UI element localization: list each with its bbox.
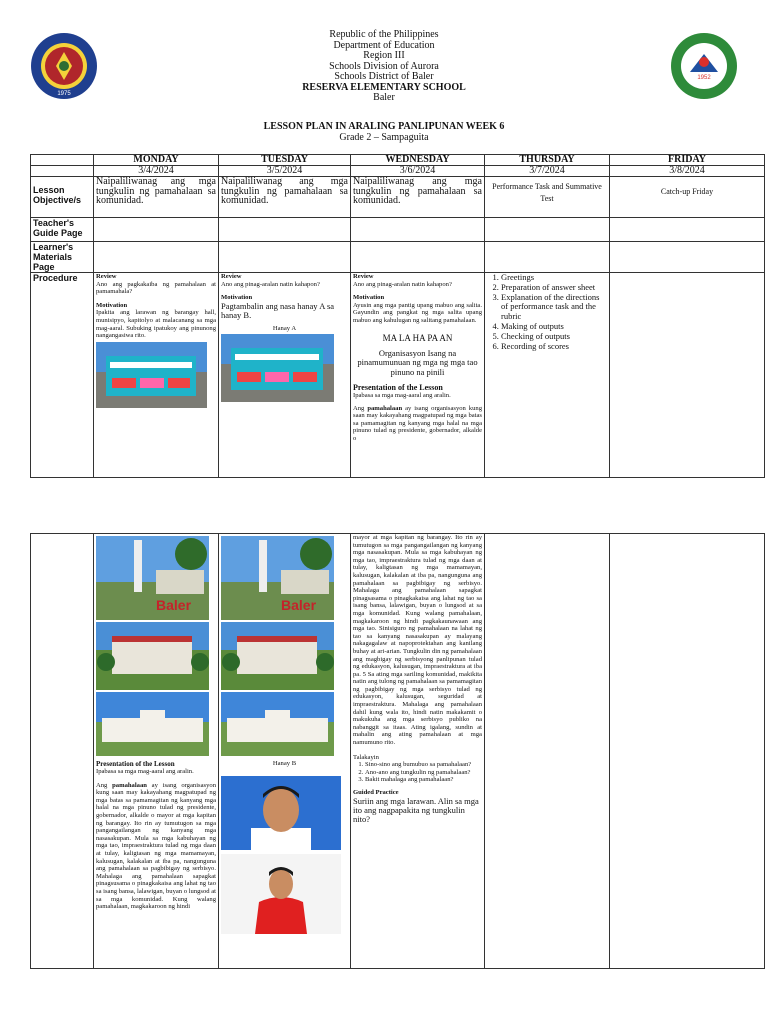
header-line-district: Schools District of Baler bbox=[334, 71, 434, 82]
procedure-tuesday bbox=[219, 273, 351, 478]
question-item: 1. Sino-sino ang bumubuo sa pamahalaan? bbox=[365, 761, 482, 769]
procedure-monday bbox=[94, 273, 219, 478]
wed-motivation-heading: Motivation bbox=[353, 294, 385, 302]
corner-cell-2 bbox=[31, 166, 94, 177]
school-town: Baler bbox=[373, 92, 395, 103]
svg-text:1975: 1975 bbox=[57, 91, 71, 97]
label-procedure: Procedure bbox=[31, 273, 94, 478]
reserva-school-logo bbox=[670, 32, 738, 100]
header-line-republic: Republic of the Philippines bbox=[329, 29, 439, 40]
wed-syllables: MA LA HA PA AN bbox=[382, 332, 453, 343]
date-wednesday: 3/6/2024 bbox=[351, 166, 485, 177]
task-item: 6. Recording of scores bbox=[501, 342, 607, 352]
day-wednesday: WEDNESDAY bbox=[351, 155, 485, 166]
tue-review-text: Ano ang pinag-aralan natin kahapon? bbox=[221, 280, 320, 288]
date-monday: 3/4/2024 bbox=[94, 166, 219, 177]
question-item: 3. Bakit mahalaga ang pamahalaan? bbox=[365, 776, 482, 784]
objective-wednesday: Naipaliliwanag ang mga tungkulin ng pamahalaan sa komunidad. bbox=[351, 177, 485, 218]
task-item: 2. Preparation of answer sheet bbox=[501, 283, 607, 293]
wed-lesson-body-cont: mayor at mga kapitan ng barangay. Ito rin ay tumutugon sa mga pangangailangan ng kanyang mga nasasakupan. Mula sa mga kabuhayan ng mga tao, impraestraktura tulad ng mga daan at tulay, kaligtasan ng mga mamamayan, kalusugan, kalakalan at iba pa, nangunguna ang pamahalaan sa pagbibigay ng serbisyo. Mahalaga ang pamahalaan sapagkat pinagsasama o pinagkakaisa ang lahat ng tao sa isang bansa, lalawigan, buyan o lungsod at sa mga komunidad. Kung walang pamahalaan, magkakaroon ng hindi pagkakaunawaan ang mga tao. Sinisiguro ng pamahalaan na lahat ng tao sa kanyang nasasakupan ay malayang nakagagalaw at napoprotektahan ang kanilang buhay at ari-arian. Tungkulin din ng pamahalaan ang magbigay ng serbisyong panlipunan tulad ng edukasyon, kalusugan, impraestraktura at iba pa. 5 Sa ating mga sariling komunidad, makikita natin ang tulong ng pamahalaan sa pamamagitan ng pagbibigay ng mga serbisyo tulad ng edukasyon, kalusugan, seguridad at impraestraktura. Mahalaga ang pamahalaan dahil kung wala ito, hindi natin makakamit o makukuha ang mga serbisyo publiko na nabanggit sa itaas. Ating igalang, sundin at mahalin ang ating pamahalaan at mga namumuno rito. bbox=[353, 534, 482, 747]
wed-review-heading: Review bbox=[353, 273, 374, 280]
school-header bbox=[150, 30, 618, 104]
task-item: 5. Checking of outputs bbox=[501, 332, 607, 342]
date-thursday: 3/7/2024 bbox=[485, 166, 610, 177]
label-learners-materials: Learner's Materials Page bbox=[31, 242, 94, 273]
tue-motivation-text: Pagtambalin ang nasa hanay A sa hanay B. bbox=[221, 300, 335, 320]
svg-text:Baler: Baler bbox=[281, 597, 317, 613]
day-friday: FRIDAY bbox=[610, 155, 765, 166]
objective-friday: Catch-up Friday bbox=[610, 177, 765, 218]
mon-presentation-text: Ipabasa sa mga mag-aaral ang aralin. bbox=[96, 768, 194, 775]
wed-discussion-questions bbox=[353, 761, 482, 784]
task-item: 3. Explanation of the directions of performance task and the rubric bbox=[501, 293, 607, 322]
wed-presentation-heading: Presentation of the Lesson bbox=[353, 383, 443, 393]
document-subtitle: Grade 2 – Sampaguita bbox=[339, 132, 429, 143]
mon-review-heading: Review bbox=[96, 273, 117, 280]
date-tuesday: 3/5/2024 bbox=[219, 166, 351, 177]
header-line-deped: Department of Education bbox=[333, 39, 435, 51]
malacanang-palace-photo-2 bbox=[221, 692, 334, 756]
official-red-shirt-photo bbox=[221, 854, 341, 934]
day-thursday: THURSDAY bbox=[485, 155, 610, 166]
procedure-tuesday-cont bbox=[219, 534, 351, 969]
svg-text:Baler: Baler bbox=[156, 597, 192, 613]
day-tuesday: TUESDAY bbox=[219, 155, 351, 166]
task-item: 1. Greetings bbox=[501, 273, 607, 283]
malacanang-palace-photo bbox=[96, 692, 209, 756]
mon-motivation-heading: Motivation bbox=[96, 301, 128, 309]
header-line-division: Schools Division of Aurora bbox=[329, 60, 439, 72]
tue-review-heading: Review bbox=[221, 273, 242, 280]
wed-motivation-text: Ayusin ang mga pantig upang mabuo ang salita. Gayundin ang pangkat ng mga salita upang mabuo ang kahulugan ng salitang pamahalaan. bbox=[353, 301, 482, 324]
hanay-a-label: Hanay A bbox=[272, 324, 297, 332]
label-objectives: Lesson Objective/s bbox=[31, 177, 94, 218]
wed-word-phrase: Organisasyon Isang na pinamumunuan ng mga ng mga tao pinuno na pinili bbox=[357, 347, 478, 377]
label-teachers-guide: Teacher's Guide Page bbox=[31, 218, 94, 242]
wed-guided-practice-heading: Guided Practice bbox=[353, 789, 399, 796]
wed-presentation-text: Ipabasa sa mga mag-aaral ang aralin. bbox=[353, 392, 451, 400]
capitol-building-photo-2 bbox=[221, 622, 334, 690]
document-title-block bbox=[150, 121, 618, 143]
hanay-b-label: Hanay B bbox=[272, 760, 297, 767]
procedure-wednesday-page1 bbox=[351, 273, 485, 478]
procedure-friday bbox=[610, 273, 765, 478]
baler-monument-photo-2 bbox=[221, 536, 334, 620]
mon-presentation-heading: Presentation of the Lesson bbox=[96, 760, 175, 768]
wed-talakayin-heading: Talakayin bbox=[353, 753, 379, 761]
tue-motivation-heading: Motivation bbox=[221, 294, 253, 302]
document-title: LESSON PLAN IN ARALING PANLIPUNAN WEEK 6 bbox=[263, 121, 505, 132]
wed-review-text: Ano ang pinag-aralan natin kahapon? bbox=[353, 280, 452, 288]
procedure-friday-cont bbox=[610, 534, 765, 969]
mon-motivation-text: Ipakita ang larawan ng barangay hall, munisipyo, kapitolyo at malacanang sa mga mag-aaral. Subuking ipatukoy ang pinunong nangangasiwa rito. bbox=[96, 309, 216, 340]
wed-guided-practice-text: Suriin ang mga larawan. Alin sa mga ito ang nagpapakita ng tungkulin nito? bbox=[353, 795, 479, 824]
procedure-thursday-cont bbox=[485, 534, 610, 969]
mon-lesson-body: Ang pamahalaan ay isang organisasyon kung saan may kakayahang magpatupad ng mga batas sa pamamagitan ng kanyang mga halal na mga pinuno tulad ng presidente, gobernador, alkalde o mayor at mga kapitan ng barangay. Ito rin ay tumutugon sa mga pangangailangan ng kanyang mga nasasakupan. Mula sa mga kabuhayan ng mga tao, impraestraktura tulad ng mga daan at tulay, kaligtasan ng mga mamamayan, kalusugan, kalakalan at iba pa, nangunguna ang pamahalaan sa pagbibigay ng serbisyo. Mahalaga ang pamahalaan sapagkat pinagsusama o pinagkakaisa ang lahat ng tao sa isang bansa, lalawigan, buyan o lungsod at sa mga komunidad. Kung walang pamahalaan, magkakaroon ng hindi bbox=[96, 781, 216, 911]
wed-lesson-body: Ang pamahalaan ay isang organisasyon kung saan may kakayahang magpatupad ng mga batas sa pamamagitan ng kanyang mga halal na mga pinuno tulad ng presidente, gobernador, alkalde o bbox=[353, 404, 482, 443]
thursday-task-list bbox=[487, 273, 607, 351]
objective-monday: Naipaliliwanag ang mga tungkulin ng pamahalaan sa komunidad. bbox=[94, 177, 219, 218]
objective-thursday: Performance Task and Summative Test bbox=[485, 177, 610, 218]
barangay-hall-photo bbox=[96, 342, 207, 408]
school-name: RESERVA ELEMENTARY SCHOOL bbox=[302, 81, 466, 93]
capitol-building-photo bbox=[96, 622, 209, 690]
question-item: 2. Ano-ano ang tungkulin ng pamahalaan? bbox=[365, 769, 482, 777]
barangay-hall-photo-2 bbox=[221, 334, 334, 402]
official-portrait-photo bbox=[221, 776, 341, 850]
header-line-region: Region III bbox=[363, 50, 405, 61]
corner-cell bbox=[31, 155, 94, 166]
mon-review-text: Ano ang pagkakaiba ng pamahalaan at pamamahala? bbox=[96, 280, 216, 296]
svg-text:1952: 1952 bbox=[697, 75, 711, 81]
objective-tuesday: Naipaliliwanag ang mga tungkulin ng pamahalaan sa komunidad. bbox=[219, 177, 351, 218]
procedure-monday-cont bbox=[94, 534, 219, 969]
task-item: 4. Making of outputs bbox=[501, 322, 607, 332]
procedure-wednesday-cont bbox=[351, 534, 485, 969]
sdo-aurora-logo bbox=[30, 32, 98, 100]
day-monday: MONDAY bbox=[94, 155, 219, 166]
procedure-thursday bbox=[485, 273, 610, 478]
lesson-plan-table-page2 bbox=[30, 533, 765, 969]
date-friday: 3/8/2024 bbox=[610, 166, 765, 177]
lesson-plan-table-page1 bbox=[30, 154, 765, 478]
baler-monument-photo bbox=[96, 536, 209, 620]
